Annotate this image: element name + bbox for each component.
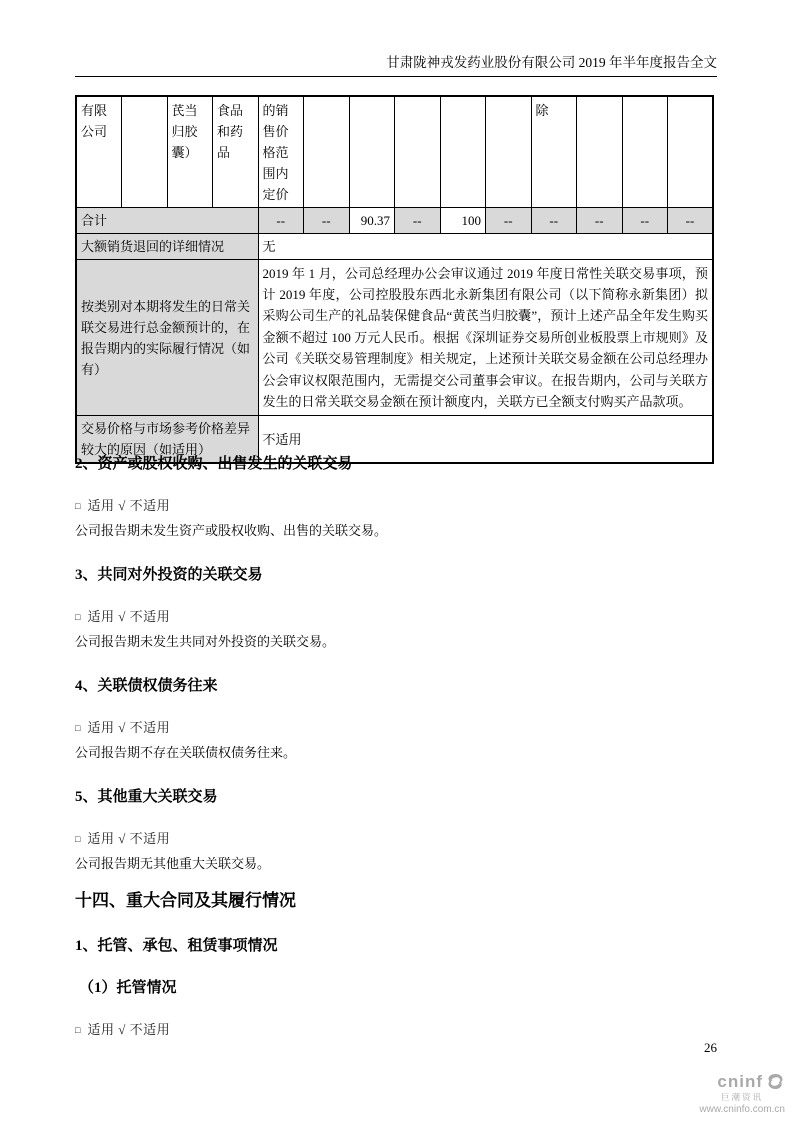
header-cell	[122, 96, 168, 208]
header-cell	[577, 96, 623, 208]
section-heading: 5、其他重大关联交易	[75, 789, 218, 805]
chapter-sub-heading: 1、托管、承包、租赁事项情况	[75, 938, 278, 954]
checkbox-unchecked-icon: □	[75, 834, 81, 844]
total-value: --	[622, 208, 668, 234]
total-value: --	[531, 208, 577, 234]
cninf-chinese-name: 巨潮资讯	[720, 1092, 763, 1102]
checkbox-unchecked-icon: □	[75, 501, 81, 511]
total-value: --	[258, 208, 304, 234]
applicability-text: 适用 √ 不适用	[87, 720, 171, 735]
header-cell	[622, 96, 668, 208]
row-label: 大额销货退回的详细情况	[76, 234, 258, 260]
header-cell	[486, 96, 532, 208]
applicability-text: 适用 √ 不适用	[87, 609, 171, 624]
header-cell: 食品和药品	[213, 96, 259, 208]
page-header	[75, 54, 717, 77]
applicability-line	[75, 1022, 717, 1038]
section-heading: 3、共同对外投资的关联交易	[75, 567, 263, 583]
checkbox-unchecked-icon: □	[75, 1025, 81, 1035]
chapter-heading: 十四、重大合同及其履行情况	[75, 891, 296, 910]
applicability-line	[75, 831, 717, 847]
table-row	[76, 260, 713, 416]
header-cell: 除	[531, 96, 577, 208]
section-description: 公司报告期无其他重大关联交易。	[75, 856, 271, 871]
section-description: 公司报告期未发生资产或股权收购、出售的关联交易。	[75, 523, 388, 538]
total-value: --	[668, 208, 714, 234]
section-description: 公司报告期不存在关联债权债务往来。	[75, 745, 297, 760]
section-heading: 4、关联债权债务往来	[75, 678, 218, 694]
header-cell: 的销售价格范围内定价	[258, 96, 304, 208]
cninf-swirl-icon	[766, 1072, 785, 1091]
page-header-title: 甘肃陇神戎发药业股份有限公司 2019 年半年度报告全文	[386, 55, 717, 70]
header-cell	[395, 96, 441, 208]
header-cell	[668, 96, 714, 208]
header-cell	[349, 96, 395, 208]
section-heading: 2、资产或股权收购、出售发生的关联交易	[75, 456, 353, 472]
table-header-continuation-row	[76, 96, 713, 208]
header-cell: 有限公司	[76, 96, 122, 208]
applicability-text: 适用 √ 不适用	[87, 498, 171, 513]
related-party-table	[75, 95, 714, 464]
row-label: 交易价格与市场参考价格差异较大的原因（如适用）	[76, 416, 258, 464]
total-value: --	[486, 208, 532, 234]
total-row	[76, 208, 713, 234]
row-label: 按类别对本期将发生的日常关联交易进行总金额预计的，在报告期内的实际履行情况（如有）	[76, 260, 258, 416]
checkbox-unchecked-icon: □	[75, 612, 81, 622]
checkbox-unchecked-icon: □	[75, 723, 81, 733]
table-row	[76, 234, 713, 260]
page-number: 26	[704, 1040, 717, 1055]
total-row-label: 合计	[76, 208, 258, 234]
total-value: --	[577, 208, 623, 234]
applicability-line	[75, 498, 717, 514]
total-value: 90.37	[349, 208, 395, 234]
row-value: 无	[258, 234, 713, 260]
total-value: 100	[440, 208, 486, 234]
applicability-line	[75, 609, 717, 625]
sections-content	[75, 454, 717, 1038]
cninf-url: www.cninfo.com.cn	[699, 1103, 785, 1115]
applicability-text: 适用 √ 不适用	[87, 831, 171, 846]
header-cell: 芪当归胶囊）	[167, 96, 213, 208]
applicability-text: 适用 √ 不适用	[87, 1022, 171, 1037]
section-description: 公司报告期未发生共同对外投资的关联交易。	[75, 634, 336, 649]
row-value: 2019 年 1 月，公司总经理办公会审议通过 2019 年度日常性关联交易事项，预计 2019 年度，公司控股股东西北永新集团有限公司（以下简称永新集团）拟采购公司生产的礼品装保健食品“黄芪当归胶囊”，预计上述产品全年发生购买金额不超过 100 万元人民币。根据《深圳证券交易所创业板股票上市规则》及公司《关联交易管理制度》相关规定，上述预计关联交易金额在公司总经理办公会审议权限范围内，无需提交公司董事会审议。在报告期内，公司与关联方发生的日常关联交易金额在预计额度内，关联方已全额支付购买产品款项。	[258, 260, 713, 416]
header-cell	[304, 96, 350, 208]
applicability-line	[75, 720, 717, 736]
cninf-logo-text: cninf	[717, 1072, 763, 1091]
header-cell	[440, 96, 486, 208]
row-value: 不适用	[258, 416, 713, 464]
total-value: --	[304, 208, 350, 234]
cninf-watermark	[699, 1072, 785, 1115]
chapter-sub-sub-heading: （1）托管情况	[79, 980, 177, 996]
total-value: --	[395, 208, 441, 234]
